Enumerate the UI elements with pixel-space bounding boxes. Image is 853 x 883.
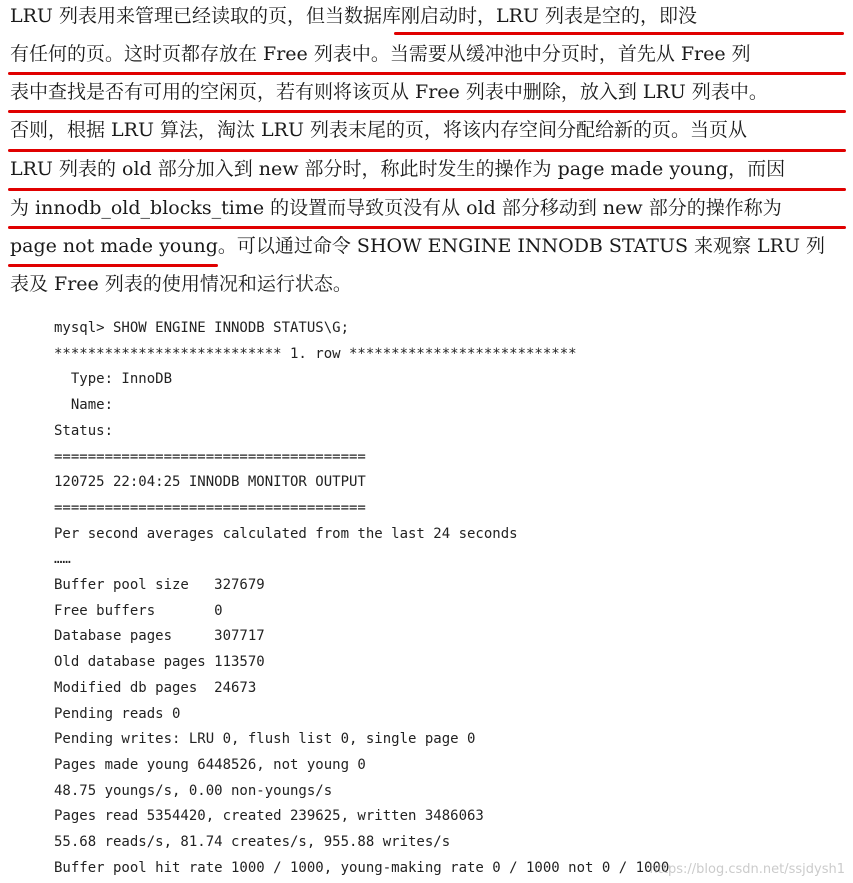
highlight-underline	[8, 188, 846, 191]
code-line: Name:	[54, 397, 114, 414]
code-line: 55.68 reads/s, 81.74 creates/s, 955.88 writes/s	[54, 834, 451, 850]
code-line: Pages made young 6448526, not young 0	[54, 756, 366, 773]
highlight-underline	[8, 110, 846, 113]
highlight-underline	[8, 149, 846, 152]
code-line: Database pages 307717	[54, 628, 265, 645]
code-line: Modified db pages 24673	[54, 679, 257, 696]
paragraph-line: LRU 列表用来管理已经读取的页，但当数据库刚启动时，LRU 列表是空的，即没	[10, 5, 697, 27]
code-line: Pending reads 0	[54, 705, 181, 722]
paragraph-line: 有任何的页。这时页都存放在 Free 列表中。当需要从缓冲池中分页时，首先从 Free 列	[10, 43, 751, 65]
code-line: =====================================	[54, 499, 366, 516]
code-line: Free buffers 0	[54, 602, 223, 619]
watermark: https://blog.csdn.net/ssjdysh1	[649, 862, 845, 877]
code-line: Buffer pool hit rate 1000 / 1000, young-making rate 0 / 1000 not 0 / 1000	[54, 859, 670, 876]
paragraph-line: 表中查找是否有可用的空闲页，若有则将该页从 Free 列表中删除，放入到 LRU 列表中。	[10, 81, 768, 103]
code-block	[54, 316, 670, 876]
code-line: 48.75 youngs/s, 0.00 non-youngs/s	[54, 782, 333, 799]
code-line: Type: InnoDB	[54, 371, 173, 388]
code-line: *************************** 1. row ***************************	[54, 345, 577, 362]
paragraph-line: LRU 列表的 old 部分加入到 new 部分时，称此时发生的操作为 page made young，而因	[10, 158, 786, 180]
paragraph-line: page not made young。可以通过命令 SHOW ENGINE INNODB STATUS 来观察 LRU 列	[10, 235, 826, 257]
highlight-underline	[394, 32, 844, 35]
paragraph-line: 表及 Free 列表的使用情况和运行状态。	[10, 273, 352, 295]
highlight-underline	[8, 72, 846, 75]
paragraph-line: 为 innodb_old_blocks_time 的设置而导致页没有从 old 部分移动到 new 部分的操作称为	[10, 197, 782, 219]
code-line: ……	[54, 551, 71, 568]
code-line: Pending writes: LRU 0, flush list 0, single page 0	[54, 731, 476, 748]
code-line: =====================================	[54, 448, 366, 465]
code-line: 120725 22:04:25 INNODB MONITOR OUTPUT	[54, 474, 366, 491]
code-line: Old database pages 113570	[54, 654, 265, 671]
code-line: Per second averages calculated from the last 24 seconds	[54, 525, 518, 542]
highlight-underline	[8, 264, 218, 267]
highlight-underline	[8, 226, 846, 229]
code-line: Status:	[54, 422, 114, 439]
code-line: Buffer pool size 327679	[54, 577, 265, 593]
code-line: Pages read 5354420, created 239625, written 3486063	[54, 808, 484, 825]
paragraph-line: 否则，根据 LRU 算法，淘汰 LRU 列表末尾的页，将该内存空间分配给新的页。当页从	[10, 119, 748, 141]
code-line: mysql> SHOW ENGINE INNODB STATUS\G;	[54, 320, 350, 336]
